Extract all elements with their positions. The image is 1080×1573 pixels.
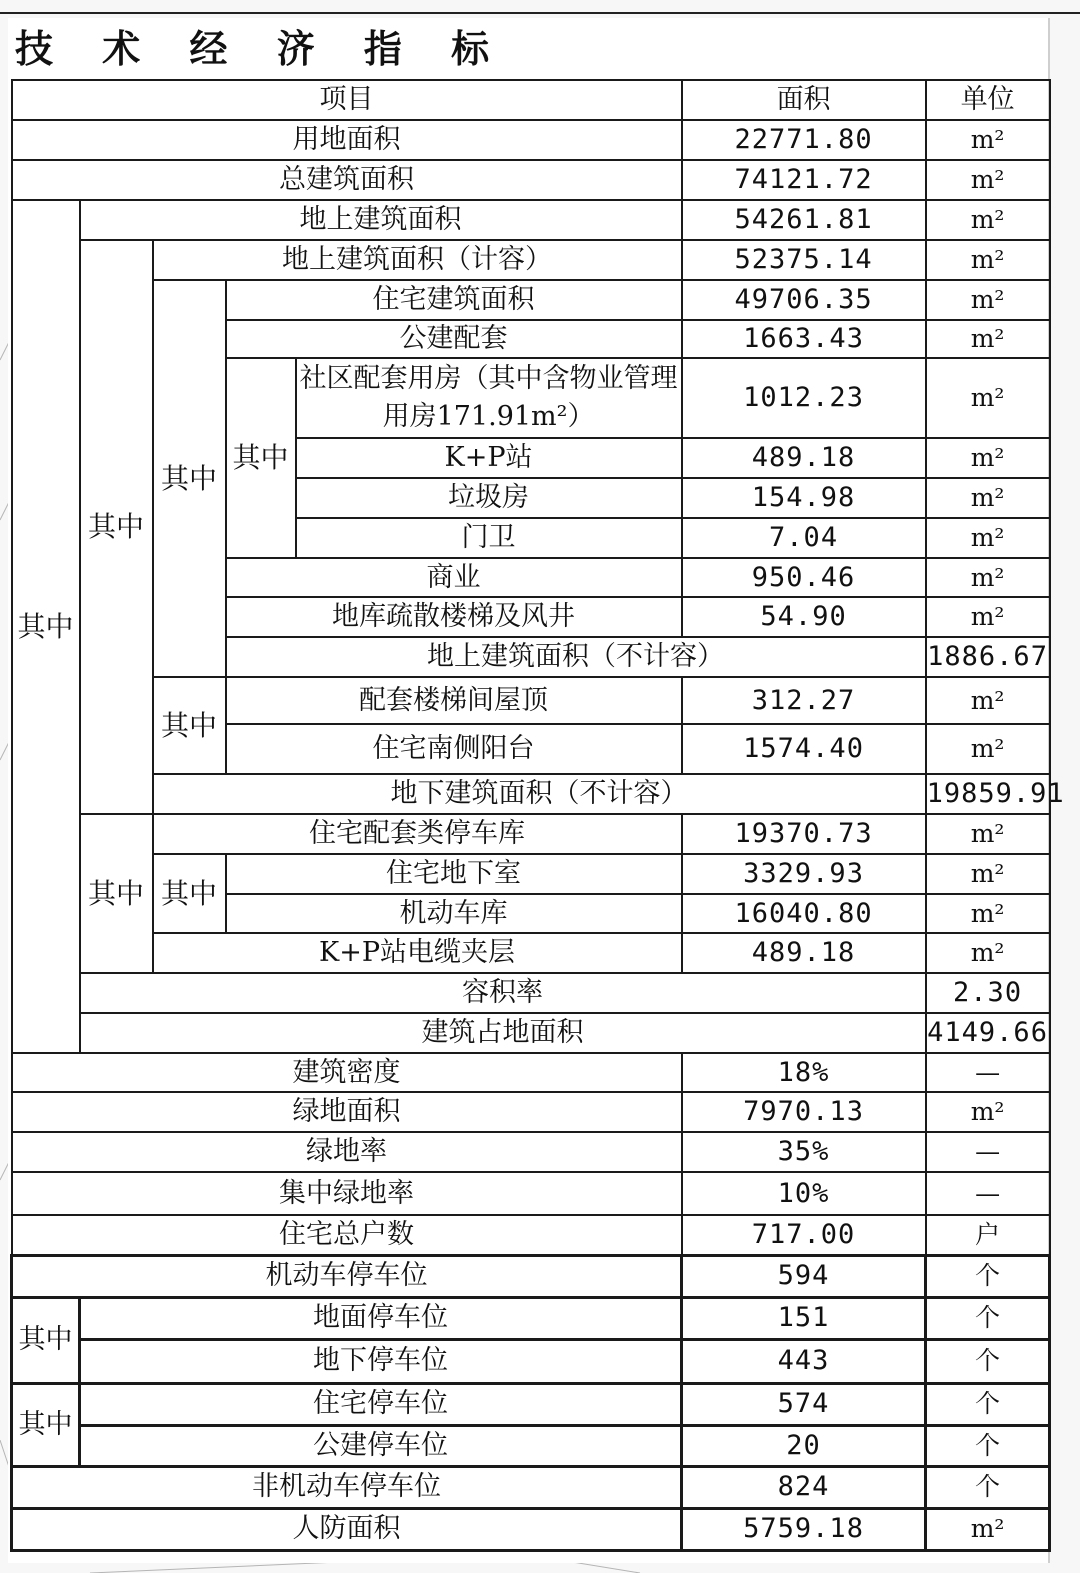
- row-unit: 个: [926, 1425, 1050, 1466]
- group-label-qizhong: 其中: [80, 240, 153, 814]
- row-value: 74121.72: [682, 160, 926, 200]
- row-value: 54261.81: [682, 200, 926, 240]
- row-unit: m²: [926, 894, 1050, 933]
- row-value: 151: [682, 1297, 926, 1339]
- group-label-qizhong: 其中: [153, 280, 226, 677]
- row-label: 地库疏散楼梯及风井: [226, 597, 682, 637]
- row-unit: m²: [926, 320, 1050, 358]
- row-label: 非机动车停车位: [12, 1466, 682, 1508]
- row-label: 社区配套用房（其中含物业管理用房171.91m²）: [296, 358, 682, 438]
- row-value: 443: [682, 1339, 926, 1383]
- row-label: 容积率: [80, 973, 926, 1013]
- row-label: 公建配套: [226, 320, 682, 358]
- row-label: 住宅南侧阳台: [226, 724, 682, 774]
- row-value: 52375.14: [682, 240, 926, 280]
- row-value: 574: [682, 1383, 926, 1425]
- row-value: 3329.93: [682, 854, 926, 894]
- row-label: 配套楼梯间屋顶: [226, 677, 682, 724]
- row-value: 49706.35: [682, 280, 926, 320]
- row-value: 18%: [682, 1053, 926, 1092]
- row-label: 建筑占地面积: [80, 1013, 926, 1053]
- row-label: 集中绿地率: [12, 1172, 682, 1215]
- row-unit: m²: [926, 677, 1050, 724]
- row-label: 用地面积: [12, 120, 682, 160]
- row-value: 1574.40: [682, 724, 926, 774]
- group-label-qizhong: 其中: [12, 1383, 80, 1466]
- row-label: 门卫: [296, 518, 682, 558]
- row-unit: —: [926, 1172, 1050, 1215]
- row-value: 4149.66: [926, 1013, 1050, 1053]
- row-label: 绿地面积: [12, 1092, 682, 1132]
- row-label: 住宅配套类停车库: [153, 814, 682, 854]
- row-unit: 个: [926, 1383, 1050, 1425]
- header-unit: 单位: [926, 80, 1050, 120]
- row-unit: 个: [926, 1255, 1050, 1297]
- row-unit: m²: [926, 200, 1050, 240]
- row-value: 20: [682, 1425, 926, 1466]
- row-label: 机动车停车位: [12, 1255, 682, 1297]
- row-label: K+P站: [296, 438, 682, 478]
- row-value: 35%: [682, 1132, 926, 1172]
- group-label-qizhong: 其中: [153, 677, 226, 774]
- row-label: 地上建筑面积（计容）: [153, 240, 682, 280]
- row-unit: —: [926, 1132, 1050, 1172]
- row-label: 机动车库: [226, 894, 682, 933]
- row-value: 2.30: [926, 973, 1050, 1013]
- header-area: 面积: [682, 80, 926, 120]
- group-label-qizhong: 其中: [153, 854, 226, 933]
- row-unit: m²: [926, 724, 1050, 774]
- row-unit: m²: [926, 933, 1050, 973]
- row-unit: m²: [926, 1092, 1050, 1132]
- row-value: 16040.80: [682, 894, 926, 933]
- row-label: 人防面积: [12, 1508, 682, 1550]
- group-label-qizhong: 其中: [12, 1297, 80, 1383]
- row-value: 950.46: [682, 558, 926, 597]
- row-value: 312.27: [682, 677, 926, 724]
- row-value: 154.98: [682, 478, 926, 518]
- row-unit: m²: [926, 478, 1050, 518]
- row-unit: m²: [926, 160, 1050, 200]
- indicator-table: [10, 79, 1065, 1552]
- row-value: 19859.91: [926, 774, 1050, 814]
- row-label: 地上建筑面积（不计容）: [226, 637, 926, 677]
- row-unit: m²: [926, 438, 1050, 478]
- row-value: 19370.73: [682, 814, 926, 854]
- row-label: 住宅地下室: [226, 854, 682, 894]
- row-unit: 个: [926, 1297, 1050, 1339]
- page-title: 技 术 经 济 指 标: [15, 27, 508, 71]
- row-unit: 户: [926, 1215, 1050, 1255]
- row-value: 54.90: [682, 597, 926, 637]
- row-unit: 个: [926, 1339, 1050, 1383]
- row-label: 住宅停车位: [80, 1383, 682, 1425]
- row-unit: m²: [926, 120, 1050, 160]
- group-label-qizhong: 其中: [80, 814, 153, 973]
- row-value: 594: [682, 1255, 926, 1297]
- row-label: 地下停车位: [80, 1339, 682, 1383]
- top-rule: [0, 12, 1080, 14]
- row-value: 10%: [682, 1172, 926, 1215]
- row-value: 489.18: [682, 933, 926, 973]
- row-value: 5759.18: [682, 1508, 926, 1550]
- row-label: 商业: [226, 558, 682, 597]
- row-unit: 个: [926, 1466, 1050, 1508]
- row-label: 住宅建筑面积: [226, 280, 682, 320]
- row-unit: m²: [926, 814, 1050, 854]
- row-label: K+P站电缆夹层: [153, 933, 682, 973]
- row-value: 717.00: [682, 1215, 926, 1255]
- group-label-qizhong: 其中: [12, 200, 80, 1053]
- row-label: 垃圾房: [296, 478, 682, 518]
- row-unit: m²: [926, 280, 1050, 320]
- row-label: 地下建筑面积（不计容）: [153, 774, 926, 814]
- row-label: 地面停车位: [80, 1297, 682, 1339]
- row-label: 公建停车位: [80, 1425, 682, 1466]
- row-value: 7.04: [682, 518, 926, 558]
- row-label: 绿地率: [12, 1132, 682, 1172]
- header-item: 项目: [12, 80, 682, 120]
- row-unit: m²: [926, 358, 1050, 438]
- row-unit: —: [926, 1053, 1050, 1092]
- row-value: 489.18: [682, 438, 926, 478]
- row-label: 地上建筑面积: [80, 200, 682, 240]
- row-unit: m²: [926, 518, 1050, 558]
- row-unit: m²: [926, 854, 1050, 894]
- row-value: 7970.13: [682, 1092, 926, 1132]
- row-value: 22771.80: [682, 120, 926, 160]
- row-value: 1886.67: [926, 637, 1050, 677]
- row-unit: m²: [926, 240, 1050, 280]
- row-unit: m²: [926, 597, 1050, 637]
- row-value: 1663.43: [682, 320, 926, 358]
- row-value: 1012.23: [682, 358, 926, 438]
- row-label: 住宅总户数: [12, 1215, 682, 1255]
- row-label: 总建筑面积: [12, 160, 682, 200]
- row-unit: m²: [926, 558, 1050, 597]
- row-label: 建筑密度: [12, 1053, 682, 1092]
- row-unit: m²: [926, 1508, 1050, 1550]
- group-label-qizhong: 其中: [226, 358, 296, 558]
- row-value: 824: [682, 1466, 926, 1508]
